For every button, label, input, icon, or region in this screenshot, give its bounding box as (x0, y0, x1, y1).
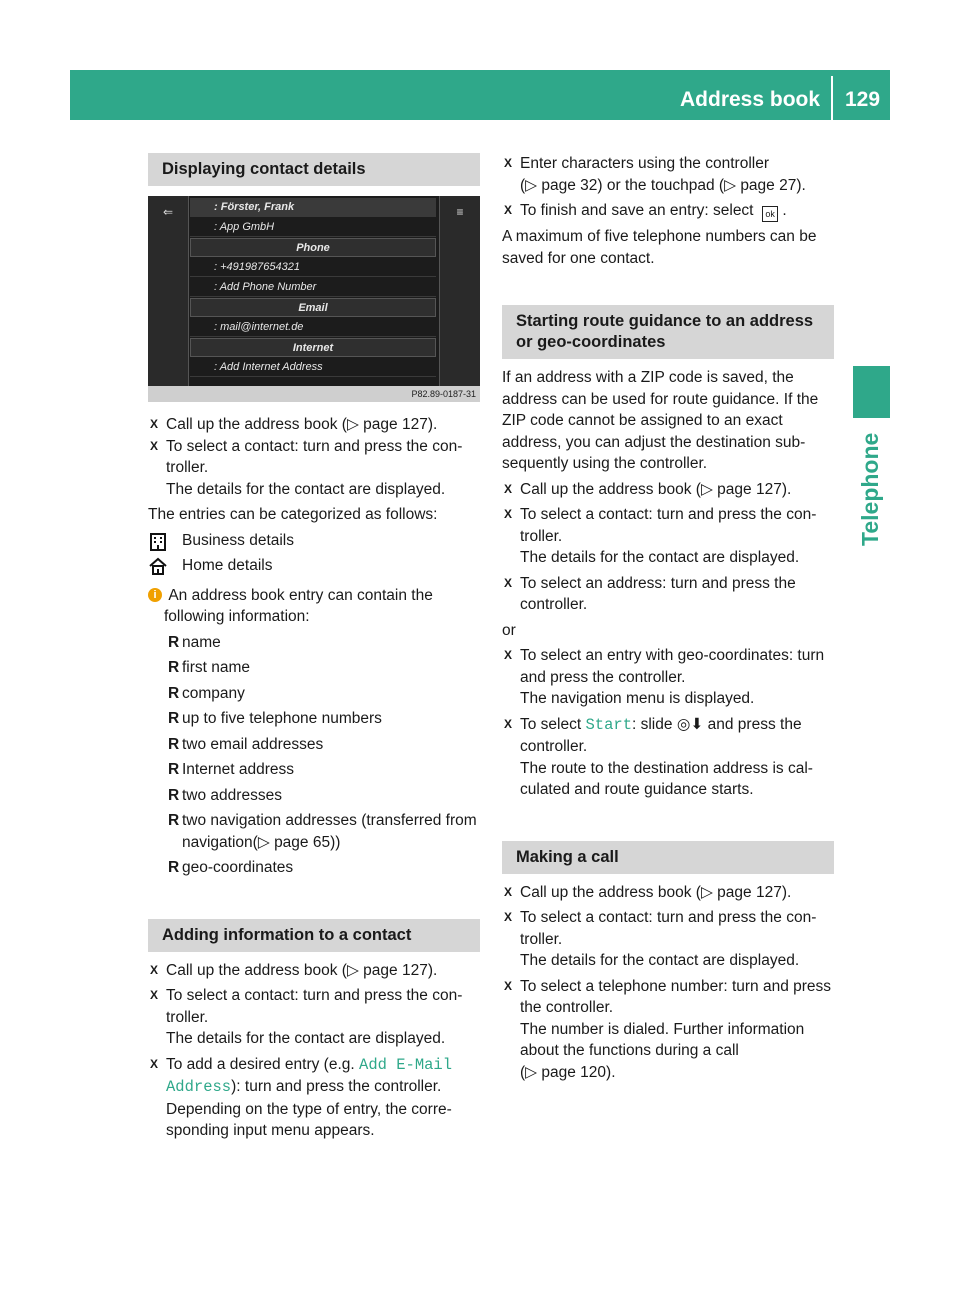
paragraph: If an address with a ZIP code is saved, the address can be used for route guidance. If the ZIP code cannot be assigned to an exact address, you can adjust the destination sub-sequently using the controller. (502, 369, 819, 472)
step: X To add a desired entry (e.g. Add E-Mail Address): turn and press the controller. Depending on the type of entry, the corre-sponding input menu appears. (150, 1055, 453, 1139)
screen-row: : Add Internet Address (190, 358, 436, 377)
list-item: R two addresses (168, 786, 282, 804)
home-row: Home details (148, 555, 480, 577)
list-item: R two email addresses (168, 735, 324, 753)
step: X Call up the address book (▷ page 127). (150, 961, 438, 979)
screen-row: : App GmbH (190, 218, 436, 237)
list-item: R up to five telephone numbers (168, 710, 382, 727)
step: X To select an address: turn and press the controller. (504, 574, 796, 613)
step: X To select an entry with geo-coordinates: turn and press the controller. The navigation menu is displayed. (504, 647, 825, 707)
list-item: R geo-coordinates (168, 859, 294, 876)
screen-row-header: Phone (190, 238, 436, 257)
left-column (148, 153, 480, 1142)
header-separator (831, 76, 833, 120)
section-heading: Making a call (502, 841, 834, 874)
step: X To select a contact: turn and press the con-troller. The details for the contact are displayed. (150, 437, 463, 498)
screen-row: : Add Phone Number (190, 278, 436, 297)
section-heading: Starting route guidance to an address or geo-coordinates (502, 305, 834, 359)
step: X Call up the address book (▷ page 127). (504, 480, 792, 498)
screen-row-header: Email (190, 298, 436, 317)
business-row: Business details (148, 530, 480, 552)
paragraph: A maximum of five telephone numbers can be saved for one contact. (502, 228, 817, 267)
image-code: P82.89-0187-31 (148, 386, 480, 402)
header-title: Address book (680, 88, 821, 111)
display-code: Add E-Mail (359, 1055, 453, 1074)
menu-button-area (439, 196, 480, 386)
arrow-icon: X (150, 417, 159, 431)
back-button-area (148, 196, 189, 386)
screen-row-header: Internet (190, 338, 436, 357)
list-item: R Internet address (168, 761, 295, 778)
step: X Enter characters using the controller (▷ page 32) or the touchpad (▷ page 27). (504, 155, 806, 194)
list-item: R company (168, 684, 245, 702)
side-tab-label: Telephone (857, 432, 883, 546)
home-icon (148, 556, 168, 576)
screen-row: : +491987654321 (190, 258, 436, 277)
screen-row: : Förster, Frank (190, 198, 436, 217)
menu-icon: ≡ (456, 205, 464, 219)
step: X To select a contact: turn and press the con-troller. The details for the contact are displayed. (150, 987, 463, 1047)
paragraph: The entries can be categorized as follows: (148, 506, 438, 523)
right-column (502, 153, 834, 1083)
section-heading: Adding information to a contact (148, 919, 480, 952)
list-item: R name (168, 633, 221, 651)
back-icon: ⇐ (162, 205, 174, 219)
list-item: R two navigation addresses (transferred from navigation(▷ page 65)) (168, 812, 477, 851)
info-note: i An address book entry can contain the following information: (148, 585, 480, 628)
screen-image (148, 196, 480, 402)
ok-symbol: ok (762, 206, 778, 222)
info-icon: i (148, 588, 162, 602)
building-icon (148, 531, 168, 551)
step: X To finish and save an entry: select ok . (502, 200, 834, 222)
info-list (148, 632, 480, 879)
step: X Call up the address book (▷ page 127). (504, 883, 792, 901)
step: X To select Start: slide ◎⬇ and press the controller. The route to the destination address is cal-culated and route guidance starts. (504, 715, 813, 798)
step: X Call up the address book (▷ page 127). (148, 414, 480, 436)
step: X To select a contact: turn and press the con-troller. The details for the contact are displayed. (504, 909, 817, 969)
step: X To select a contact: turn and press the con-troller. The details for the contact are displayed. (504, 506, 817, 566)
screen-row: : mail@internet.de (190, 318, 436, 337)
section-heading: Displaying contact details (148, 153, 480, 186)
page-number: 129 (845, 88, 881, 111)
display-code: Address (166, 1078, 232, 1096)
list-item: R first name (168, 659, 251, 676)
slide-down-icon: ◎⬇ (676, 715, 704, 733)
display-code: Start (585, 715, 632, 734)
step: X To select a telephone number: turn and press the controller. The number is dialed. Further information about the functions during a call (▷ page 120). (504, 977, 832, 1081)
or-text: or (502, 621, 516, 639)
arrow-icon: X (150, 438, 159, 453)
